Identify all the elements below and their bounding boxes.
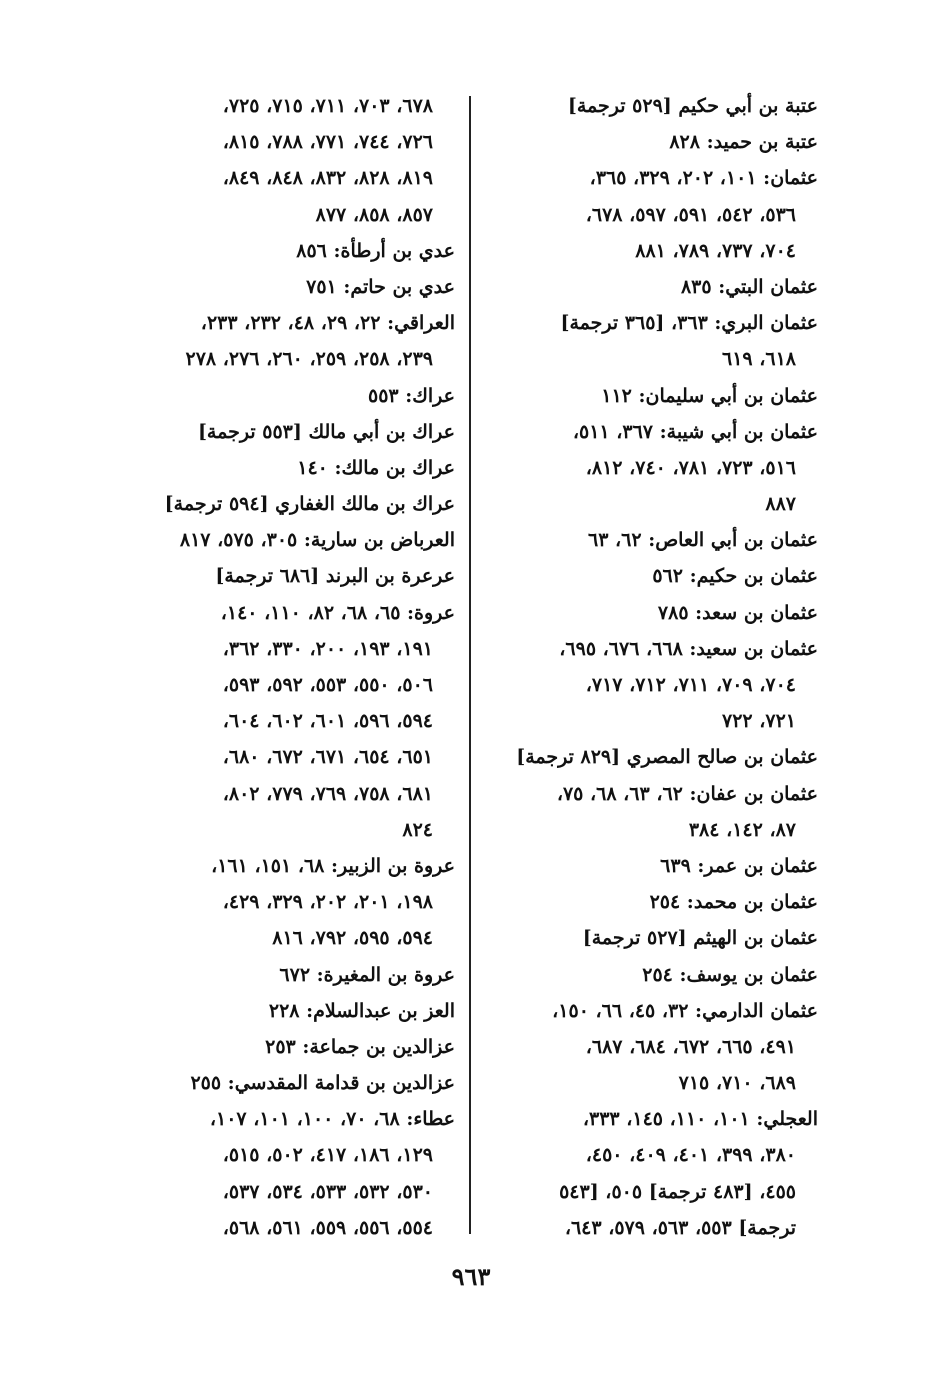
index-entry-continuation: ٥٩٤، ٥٩٥، ٧٩٢، ٨١٦ [272,927,433,950]
index-entry: عروة بن الزبير: ٦٨، ١٥١، ١٦١، [211,854,455,877]
index-entry: العجلي: ١٠١، ١١٠، ١٤٥، ٣٣٣، [582,1108,818,1131]
index-entry-continuation: ٦١٨، ٦١٩ [722,348,796,371]
index-entry: عزالدين بن جماعة: ٢٥٣ [265,1035,455,1058]
index-entry-continuation: ١٩١، ١٩٣، ٢٠٠، ٣٣٠، ٣٦٢، [222,637,433,660]
index-entry: عثمان: ١٠١، ٢٠٢، ٣٢٩، ٣٦٥، [589,167,818,190]
index-entry: العز بن عبدالسلام: ٢٢٨ [268,999,455,1022]
index-entry: عثمان بن محمد: ٢٥٤ [649,891,818,914]
index-entry: عدي بن أرطأة: ٨٥٦ [296,239,455,262]
page-number: ٩٦٣ [451,1262,491,1291]
index-entry-continuation: ٨٧، ١٤٢، ٣٨٤ [688,818,796,841]
index-entry: عثمان بن سعد: ٧٨٥ [657,601,818,624]
index-entry: عثمان بن عمر: ٦٣٩ [660,854,818,877]
index-entry: عثمان بن حكيم: ٥٦٢ [652,565,818,588]
column-divider [469,96,471,1234]
index-entry-continuation: ٧٢٦، ٧٤٤، ٧٧١، ٧٨٨، ٨١٥، [222,131,433,154]
index-entry: عثمان بن الهيثم [٥٢٧ ترجمة] [582,927,818,950]
index-entry: العرباض بن سارية: ٣٠٥، ٥٧٥، ٨١٧ [179,529,455,552]
index-entry: عتبة بن أبي حكيم [٥٢٩ ترجمة] [567,95,818,117]
index-column-left [125,88,455,1246]
index-entry-continuation: ٤٩١، ٦٦٥، ٦٧٢، ٦٨٤، ٦٨٧، [585,1035,796,1058]
index-entry: عراك بن أبي مالك [٥٥٣ ترجمة] [197,420,455,443]
index-entry-continuation: ٧٠٤، ٧٣٧، ٧٨٩، ٨٨١ [635,239,796,262]
index-entry: عدي بن حاتم: ٧٥١ [306,275,455,298]
index-entry-continuation: ٥٣٦، ٥٤٢، ٥٩١، ٥٩٧، ٦٧٨، [585,203,796,226]
index-entry-continuation: ٢٣٩، ٢٥٨، ٢٥٩، ٢٦٠، ٢٧٦، ٢٧٨ [185,348,433,371]
index-entry: عراك بن مالك: ١٤٠ [297,456,455,479]
index-entry-continuation: ٥٣٠، ٥٣٢، ٥٣٣، ٥٣٤، ٥٣٧، [222,1180,433,1203]
index-entry-continuation: ٥١٦، ٧٢٣، ٧٨١، ٧٤٠، ٨١٢، [585,456,796,479]
index-entry-continuation: ٧٠٤، ٧٠٩، ٧١١، ٧١٢، ٧١٧، [585,674,796,696]
index-entry-continuation: ٦٨١، ٧٥٨، ٧٦٩، ٧٧٩، ٨٠٢، [222,782,433,805]
index-entry: عثمان بن سعيد: ٦٦٨، ٦٧٦، ٦٩٥، [559,637,818,660]
index-entry: العراقي: ٢٢، ٢٩، ٤٨، ٢٣٢، ٢٣٣، [200,312,455,335]
index-entry-continuation: ٥٠٦، ٥٥٠، ٥٥٣، ٥٩٢، ٥٩٣، [222,674,433,696]
index-entry: عثمان بن عفان: ٦٢، ٦٣، ٦٨، ٧٥، [556,782,818,805]
index-entry-continuation: ٦٨٩، ٧١٠، ٧١٥ [678,1072,796,1095]
index-entry-continuation: ٧٢١، ٧٢٢ [722,710,796,733]
index-entry: عثمان بن يوسف: ٢٥٤ [642,963,818,986]
index-entry-continuation: ١٢٩، ١٨٦، ٤١٧، ٥٠٢، ٥١٥، [222,1144,433,1167]
index-entry-continuation: ٦٥١، ٦٥٤، ٦٧١، ٦٧٢، ٦٨٠، [222,746,433,769]
index-entry: عتبة بن حميد: ٨٢٨ [669,131,818,154]
index-entry: عراك بن مالك الغفاري [٥٩٤ ترجمة] [164,493,455,516]
index-entry-continuation: ٥٩٤، ٥٩٦، ٦٠١، ٦٠٢، ٦٠٤، [222,710,433,733]
index-entry: عثمان البري: ٣٦٣، [٣٦٥ ترجمة] [560,312,818,335]
index-entry: عروة بن المغيرة: ٦٧٢ [279,963,455,986]
index-entry-continuation: ١٩٨، ٢٠١، ٢٠٢، ٣٢٩، ٤٢٩، [222,891,433,914]
index-column-right [488,88,818,1246]
index-entry: عثمان بن أبي العاص: ٦٢، ٦٣ [587,529,818,552]
index-entry: عرعرة بن البرند [٦٨٦ ترجمة] [215,565,455,588]
index-entry: عروة: ٦٥، ٦٨، ٨٢، ١١٠، ١٤٠، [220,601,455,624]
index-entry: عراك: ٥٥٣ [367,384,455,407]
index-entry-continuation: ٦٧٨، ٧٠٣، ٧١١، ٧١٥، ٧٢٥، [222,95,433,117]
index-entry-continuation: ٤٥٥، [٤٨٣ ترجمة] ٥٠٥، [٥٤٣ [559,1180,796,1203]
index-entry-continuation: ٨٨٧ [765,493,796,516]
index-entry: عثمان الدارمي: ٣٢، ٤٥، ٦٦، ١٥٠، [552,999,818,1022]
index-entry-continuation: ٨٢٤ [402,818,433,841]
index-entry-continuation: ٥٥٤، ٥٥٦، ٥٥٩، ٥٦١، ٥٦٨، [222,1216,433,1239]
index-entry-continuation: ترجمة] ٥٥٣، ٥٦٣، ٥٧٩، ٦٤٣، [564,1216,796,1239]
index-entry-continuation: ٨١٩، ٨٢٨، ٨٣٢، ٨٤٨، ٨٤٩، [222,167,433,190]
index-entry: عثمان بن أبي سليمان: ١١٢ [601,384,818,407]
index-entry: عزالدين بن قدامة المقدسي: ٢٥٥ [190,1072,455,1095]
index-entry-continuation: ٣٨٠، ٣٩٩، ٤٠١، ٤٠٩، ٤٥٠، [585,1144,796,1167]
index-entry: عثمان بن صالح المصري [٨٢٩ ترجمة] [516,746,818,769]
index-entry-continuation: ٨٥٧، ٨٥٨، ٨٧٧ [315,203,433,226]
index-entry: عثمان بن أبي شيبة: ٣٦٧، ٥١١، [572,420,818,443]
index-entry: عطاء: ٦٨، ٧٠، ١٠٠، ١٠١، ١٠٧، [209,1108,455,1131]
index-entry: عثمان البتي: ٨٣٥ [680,275,818,298]
